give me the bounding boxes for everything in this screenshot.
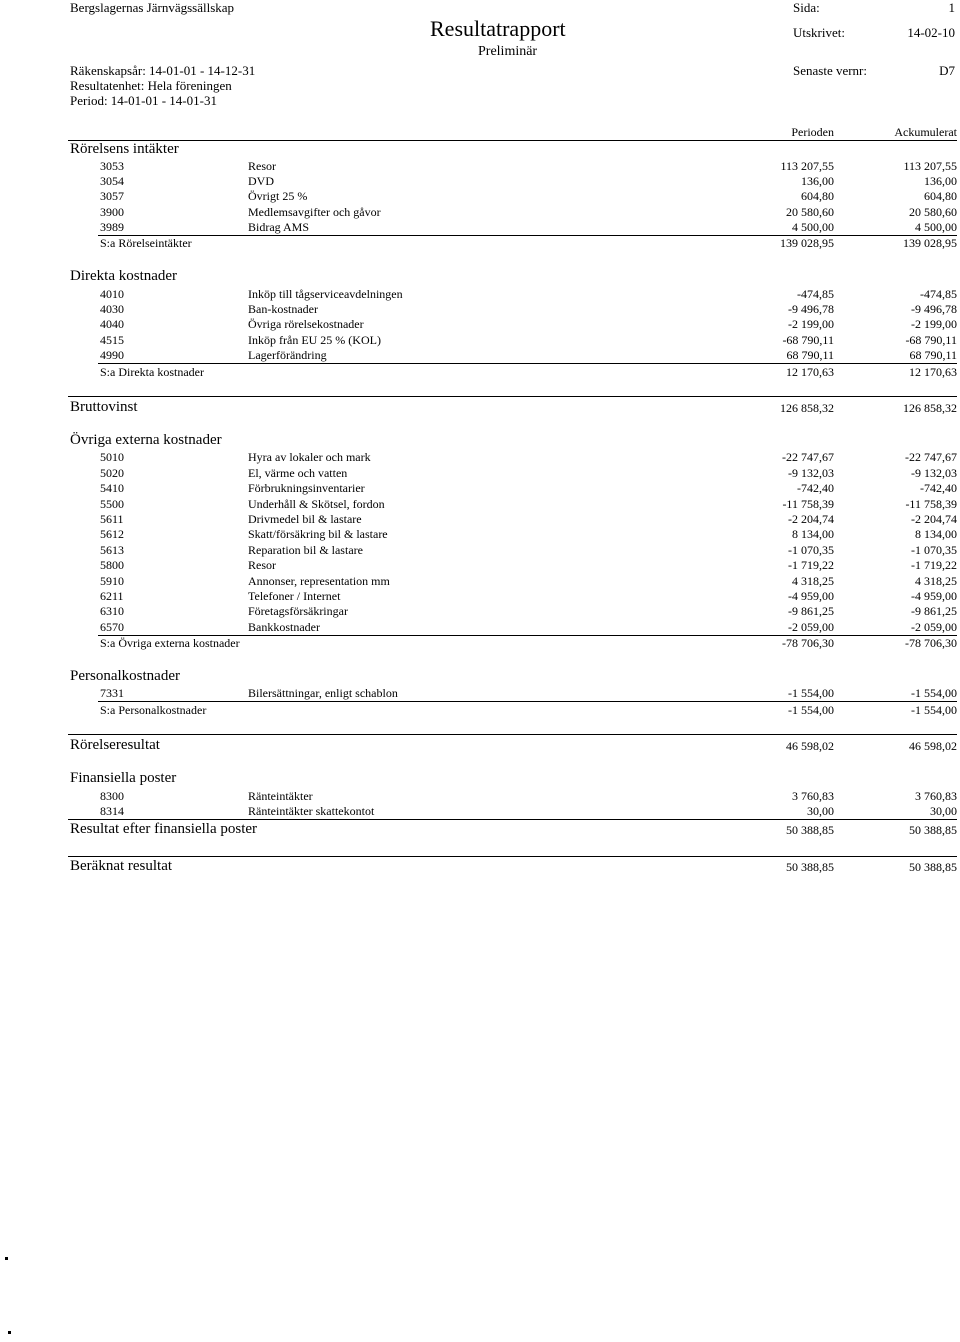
account-number: 5410 [100,481,124,495]
header-divider [68,140,957,141]
result-unit: Resultatenhet: Hela föreningen [70,78,232,93]
account-name: DVD [248,174,274,188]
calculated-result-label: Beräknat resultat [70,858,173,874]
account-name: Drivmedel bil & lastare [248,512,362,526]
total-divider [68,819,957,820]
accumulated-amount: -68 790,11 [905,333,957,347]
latest-voucher-value: D7 [939,63,955,78]
account-number: 4010 [100,287,124,301]
period-amount: 604,80 [801,189,834,203]
account-name: Ränteintäkter skattekontot [248,804,375,818]
latest-voucher-label: Senaste vernr: [793,63,868,78]
period-amount: 4 500,00 [792,220,834,234]
subtotal-accumulated: -1 554,00 [911,703,957,717]
account-name: Telefoner / Internet [248,589,341,603]
calculated-result-period: 50 388,85 [786,860,834,874]
accumulated-amount: 604,80 [924,189,957,203]
subtotal-divider [98,701,957,702]
accumulated-amount: -1 070,35 [911,543,957,557]
result-after-financial-accumulated: 50 388,85 [909,823,957,837]
accumulated-amount: 8 134,00 [915,527,957,541]
operating-result-accumulated: 46 598,02 [909,739,957,753]
stray-dot [5,1257,8,1260]
subtotal-label: S:a Personalkostnader [100,703,207,717]
period-amount: -1 070,35 [788,543,834,557]
account-name: Inköp till tågserviceavdelningen [248,287,403,301]
page-number: 1 [948,0,955,15]
period-amount: 8 134,00 [792,527,834,541]
account-name: Skatt/försäkring bil & lastare [248,527,388,541]
result-after-financial-period: 50 388,85 [786,823,834,837]
accumulated-amount: -9 861,25 [911,604,957,618]
subtotal-accumulated: -78 706,30 [905,636,957,650]
accumulated-amount: 68 790,11 [909,348,957,362]
period-amount: 113 207,55 [780,159,834,173]
fiscal-year: Räkenskapsår: 14-01-01 - 14-12-31 [70,63,256,78]
section-title-income: Rörelsens intäkter [70,141,179,157]
subtotal-period: 12 170,63 [786,365,834,379]
accumulated-amount: -1 554,00 [911,686,957,700]
account-number: 6211 [100,589,124,603]
accumulated-amount: 113 207,55 [903,159,957,173]
account-number: 3989 [100,220,124,234]
account-number: 8300 [100,789,124,803]
account-number: 5800 [100,558,124,572]
gross-profit-label: Bruttovinst [70,399,138,415]
accumulated-amount: -2 204,74 [911,512,957,526]
account-number: 6310 [100,604,124,618]
subtotal-accumulated: 12 170,63 [909,365,957,379]
column-header-period: Perioden [791,125,834,139]
account-name: Övriga rörelsekostnader [248,317,364,331]
account-number: 4030 [100,302,124,316]
section-title-external-costs: Övriga externa kostnader [70,432,222,448]
account-number: 4990 [100,348,124,362]
printed-label: Utskrivet: [793,25,845,40]
account-name: Reparation bil & lastare [248,543,363,557]
period-amount: -742,40 [797,481,834,495]
report-subtitle: Preliminär [478,44,538,59]
account-number: 5612 [100,527,124,541]
account-name: Lagerförändring [248,348,327,362]
period-amount: -474,85 [797,287,834,301]
accumulated-amount: -9 132,03 [911,466,957,480]
period-amount: 4 318,25 [792,574,834,588]
total-divider [68,734,957,735]
period-amount: -22 747,67 [782,450,834,464]
period: Period: 14-01-01 - 14-01-31 [70,93,217,108]
calculated-result-accumulated: 50 388,85 [909,860,957,874]
gross-profit-accumulated: 126 858,32 [903,401,957,415]
account-number: 4040 [100,317,124,331]
period-amount: -9 496,78 [788,302,834,316]
accumulated-amount: 20 580,60 [909,205,957,219]
company-name: Bergslagernas Järnvägssällskap [70,0,235,15]
operating-result-period: 46 598,02 [786,739,834,753]
account-name: Annonser, representation mm [248,574,390,588]
account-name: El, värme och vatten [248,466,348,480]
account-number: 6570 [100,620,124,634]
period-amount: -11 758,39 [782,497,834,511]
accumulated-amount: -2 199,00 [911,317,957,331]
accumulated-amount: 3 760,83 [915,789,957,803]
accumulated-amount: -474,85 [920,287,957,301]
period-amount: 3 760,83 [792,789,834,803]
subtotal-period: -1 554,00 [788,703,834,717]
account-number: 5500 [100,497,124,511]
accumulated-amount: 30,00 [930,804,957,818]
account-name: Resor [248,159,276,173]
subtotal-label: S:a Övriga externa kostnader [100,636,240,650]
subtotal-label: S:a Rörelseintäkter [100,236,192,250]
account-number: 4515 [100,333,124,347]
account-name: Bilersättningar, enligt schablon [248,686,398,700]
result-after-financial-label: Resultat efter finansiella poster [70,821,258,837]
subtotal-period: 139 028,95 [780,236,834,250]
subtotal-label: S:a Direkta kostnader [100,365,204,379]
account-number: 7331 [100,686,124,700]
account-number: 5020 [100,466,124,480]
accumulated-amount: 136,00 [924,174,957,188]
account-name: Underhåll & Skötsel, fordon [248,497,385,511]
account-name: Företagsförsäkringar [248,604,348,618]
period-amount: -2 204,74 [788,512,834,526]
account-number: 3053 [100,159,124,173]
operating-result-label: Rörelseresultat [70,737,160,753]
period-amount: -2 059,00 [788,620,834,634]
account-name: Inköp från EU 25 % (KOL) [248,333,381,347]
account-number: 5010 [100,450,124,464]
account-name: Bidrag AMS [248,220,310,234]
account-name: Förbrukningsinventarier [248,481,365,495]
account-number: 3057 [100,189,124,203]
accumulated-amount: -1 719,22 [911,558,957,572]
period-amount: 20 580,60 [786,205,834,219]
account-name: Bankkostnader [248,620,320,634]
period-amount: -9 132,03 [788,466,834,480]
account-name: Ränteintäkter [248,789,313,803]
accumulated-amount: -11 758,39 [905,497,957,511]
account-number: 3900 [100,205,124,219]
period-amount: -9 861,25 [788,604,834,618]
account-number: 8314 [100,804,124,818]
account-name: Övrigt 25 % [248,189,308,203]
period-amount: -1 719,22 [788,558,834,572]
printed-date: 14-02-10 [907,25,955,40]
total-divider [68,396,957,397]
account-number: 5611 [100,512,124,526]
section-title-direct-costs: Direkta kostnader [70,268,178,284]
subtotal-accumulated: 139 028,95 [903,236,957,250]
report-title: Resultatrapport [430,16,566,41]
account-name: Hyra av lokaler och mark [248,450,371,464]
account-number: 3054 [100,174,124,188]
stray-dot [8,1331,11,1334]
period-amount: -2 199,00 [788,317,834,331]
period-amount: -68 790,11 [782,333,834,347]
section-title-personnel-costs: Personalkostnader [70,668,180,684]
section-title-financial-items: Finansiella poster [70,770,177,786]
total-divider [68,856,957,857]
accumulated-amount: 4 500,00 [915,220,957,234]
subtotal-divider [98,363,957,364]
column-header-accumulated: Ackumulerat [894,125,957,139]
account-name: Resor [248,558,276,572]
page-label: Sida: [793,0,820,15]
accumulated-amount: -9 496,78 [911,302,957,316]
account-number: 5613 [100,543,124,557]
period-amount: 68 790,11 [786,348,834,362]
subtotal-period: -78 706,30 [782,636,834,650]
account-name: Medlemsavgifter och gåvor [248,205,381,219]
accumulated-amount: -2 059,00 [911,620,957,634]
period-amount: 30,00 [807,804,834,818]
gross-profit-period: 126 858,32 [780,401,834,415]
accumulated-amount: -742,40 [920,481,957,495]
period-amount: 136,00 [801,174,834,188]
accumulated-amount: -22 747,67 [905,450,957,464]
account-name: Ban-kostnader [248,302,318,316]
period-amount: -4 959,00 [788,589,834,603]
accumulated-amount: -4 959,00 [911,589,957,603]
account-number: 5910 [100,574,124,588]
period-amount: -1 554,00 [788,686,834,700]
accumulated-amount: 4 318,25 [915,574,957,588]
